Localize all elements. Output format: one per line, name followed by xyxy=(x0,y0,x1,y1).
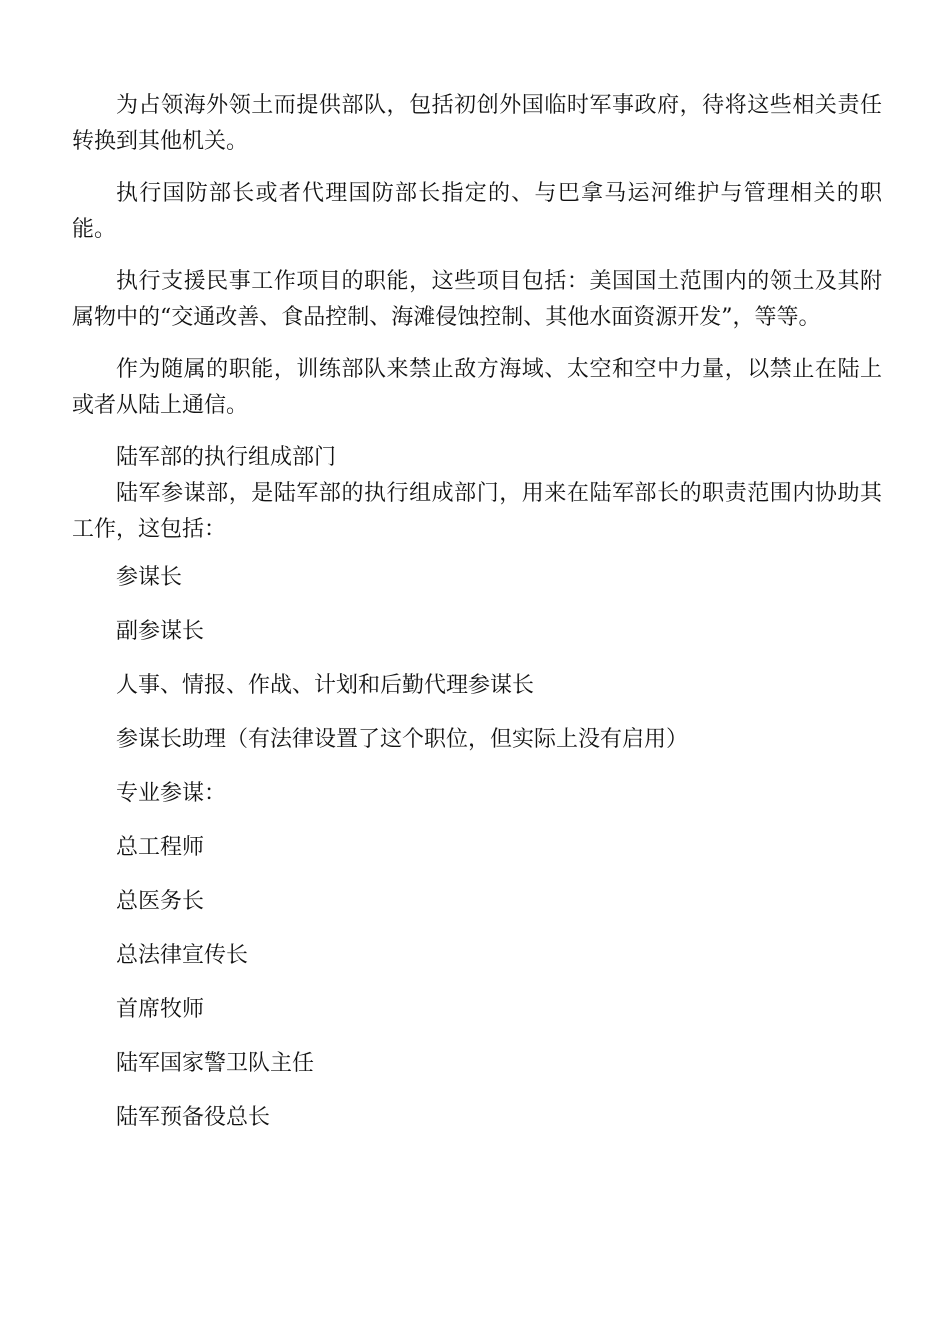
list-item: 总法律宣传长 xyxy=(116,943,249,968)
section-heading: 陆军部的执行组成部门 xyxy=(116,445,337,470)
list-item: 专业参谋： xyxy=(116,781,227,806)
paragraph-civil-works: 执行支援民事工作项目的职能，这些项目包括：美国国土范围内的领土及其附属物中的“交通改善、食品控制、海滩侵蚀控制、其他水面资源开发”，等等。 xyxy=(72,269,882,330)
list-item: 副参谋长 xyxy=(116,619,205,644)
list-item: 参谋长助理（有法律设置了这个职位，但实际上没有启用） xyxy=(116,727,689,752)
staff-list xyxy=(72,560,882,1136)
list-item: 总工程师 xyxy=(116,835,205,860)
list-item: 首席牧师 xyxy=(116,997,205,1022)
document-page xyxy=(72,88,882,1136)
paragraph-panama-canal: 执行国防部长或者代理国防部长指定的、与巴拿马运河维护与管理相关的职能。 xyxy=(72,181,882,242)
paragraph-training-forces: 作为随属的职能，训练部队来禁止敌方海域、太空和空中力量，以禁止在陆上或者从陆上通信。 xyxy=(72,357,882,418)
list-item: 参谋长 xyxy=(116,565,183,590)
paragraph-occupation-forces: 为占领海外领土而提供部队，包括初创外国临时军事政府，待将这些相关责任转换到其他机关。 xyxy=(72,93,882,154)
section-intro: 陆军参谋部，是陆军部的执行组成部门，用来在陆军部长的职责范围内协助其工作，这包括： xyxy=(72,481,882,542)
list-item: 陆军预备役总长 xyxy=(116,1105,271,1130)
list-item: 陆军国家警卫队主任 xyxy=(116,1051,315,1076)
list-item: 总医务长 xyxy=(116,889,205,914)
list-item: 人事、情报、作战、计划和后勤代理参谋长 xyxy=(116,673,535,698)
